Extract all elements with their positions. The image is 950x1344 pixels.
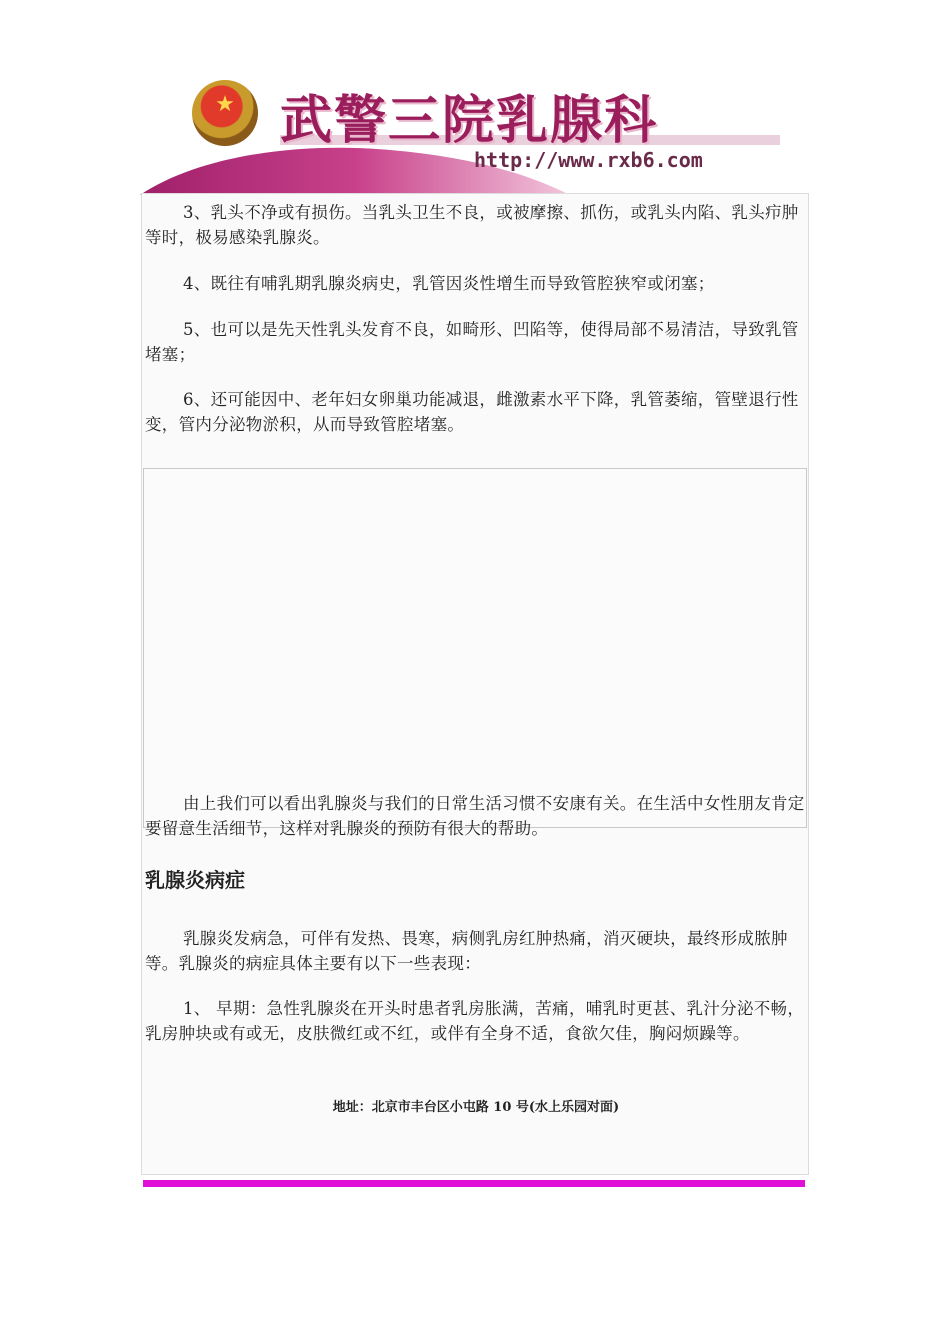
banner-title: 武警三院乳腺科 <box>280 91 659 151</box>
paragraph: 3、乳头不净或有损伤。当乳头卫生不良，或被摩擦、抓伤，或乳头内陷、乳头疖肿等时，极易感染乳腺炎。 <box>145 203 799 247</box>
banner-url[interactable]: http://www.rxb6.com <box>474 148 703 172</box>
image-placeholder <box>143 468 807 828</box>
article-content <box>141 193 809 1175</box>
paragraph: 乳腺炎发病急，可伴有发热、畏寒，病侧乳房红肿热痛，消灭硬块，最终形成脓肿等。乳腺炎的病症具体主要有以下一些表现： <box>145 929 788 973</box>
address-line: 地址：北京市丰台区小屯路 10 号(水上乐园对面) <box>332 1100 620 1115</box>
paragraph: 6、还可能因中、老年妇女卵巢功能减退，雌激素水平下降，乳管萎缩，管壁退行性变，管内分泌物淤积，从而导致管腔堵塞。 <box>145 390 799 434</box>
summary-paragraph: 由上我们可以看出乳腺炎与我们的日常生活习惯不安康有关。在生活中女性朋友肯定要留意生活细节，这样对乳腺炎的预防有很大的帮助。 <box>145 794 805 838</box>
footer-bar <box>143 1180 805 1187</box>
paragraph: 4、既往有哺乳期乳腺炎病史，乳管因炎性增生而导致管腔狭窄或闭塞； <box>183 274 715 293</box>
paragraph: 1、 早期：急性乳腺炎在开头时患者乳房胀满，苦痛，哺乳时更甚、乳汁分泌不畅，乳房肿块或有或无，皮肤微红或不红，或伴有全身不适，食欲欠佳，胸闷烦躁等。 <box>145 999 805 1043</box>
paragraph: 5、也可以是先天性乳头发育不良，如畸形、凹陷等，使得局部不易清洁，导致乳管堵塞； <box>145 320 799 364</box>
police-emblem-icon: ★ <box>192 80 258 146</box>
section-heading: 乳腺炎病症 <box>145 868 245 892</box>
header-banner <box>140 70 810 195</box>
